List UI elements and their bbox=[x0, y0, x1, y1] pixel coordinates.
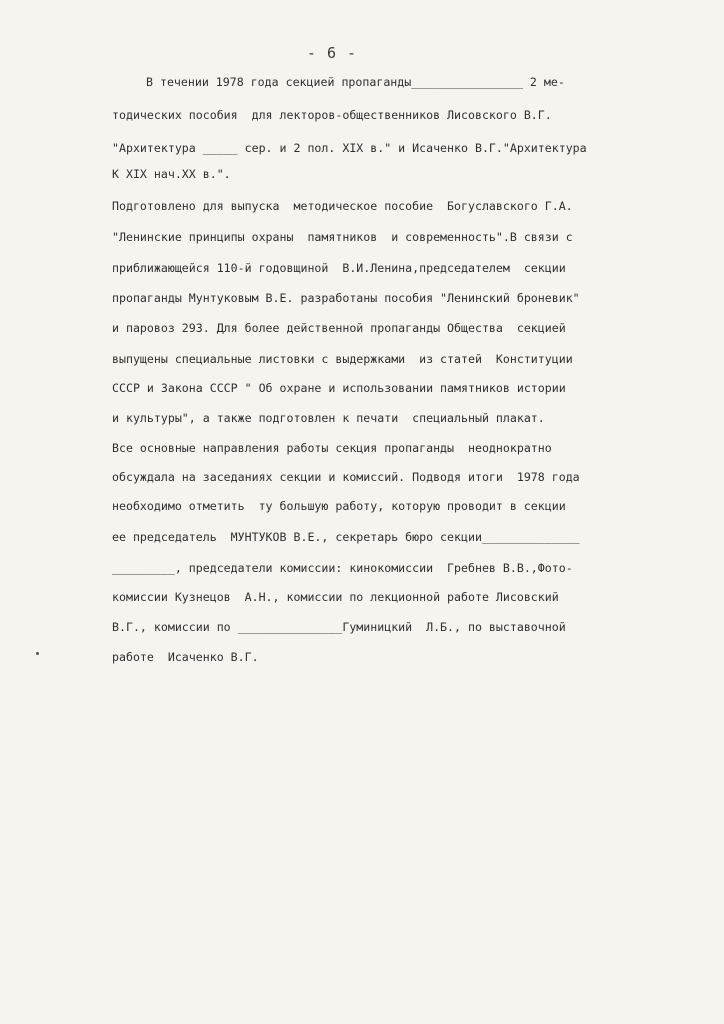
text-line: ее председатель МУНТУКОВ В.Е., секретарь бюро секции______________ bbox=[112, 530, 580, 544]
text-line: "Ленинские принципы охраны памятников и современность".В связи с bbox=[112, 230, 573, 244]
text-line: приближающейся 110-й годовщиной В.И.Ленина,председателем секции bbox=[112, 261, 566, 275]
text-line: СССР и Закона СССР " Об охране и использовании памятников истории bbox=[112, 381, 566, 395]
margin-dot bbox=[36, 652, 39, 655]
page-number: - 6 - bbox=[306, 44, 358, 62]
text-line: комиссии Кузнецов А.Н., комиссии по лекционной работе Лисовский bbox=[112, 590, 559, 604]
text-line: "Архитектура _____ сер. и 2 пол. XIX в." и Исаченко В.Г."Архитектура bbox=[112, 141, 587, 155]
text-line: обсуждала на заседаниях секции и комиссий. Подводя итоги 1978 года bbox=[112, 470, 580, 484]
text-line: и культуры", а также подготовлен к печати специальный плакат. bbox=[112, 411, 545, 425]
text-line: Подготовлено для выпуска методическое пособие Богуславского Г.А. bbox=[112, 199, 573, 213]
text-line: В.Г., комиссии по _______________Гуминицкий Л.Б., по выставочной bbox=[112, 620, 566, 634]
text-line: В течении 1978 года секцией пропаганды________________ 2 ме- bbox=[146, 75, 565, 89]
text-line: тодических пособия для лекторов-общественников Лисовского В.Г. bbox=[112, 108, 552, 122]
text-line: Все основные направления работы секция пропаганды неоднократно bbox=[112, 441, 552, 455]
text-line: выпущены специальные листовки с выдержками из статей Конституции bbox=[112, 352, 573, 366]
text-line: пропаганды Мунтуковым В.Е. разработаны пособия "Ленинский броневик" bbox=[112, 291, 580, 305]
text-line: _________, председатели комиссии: кинокомиссии Гребнев В.В.,Фото- bbox=[112, 561, 573, 575]
text-line: и паровоз 293. Для более действенной пропаганды Общества секцией bbox=[112, 321, 566, 335]
text-line: работе Исаченко В.Г. bbox=[112, 650, 259, 664]
text-line: К XIX нач.XX в.". bbox=[112, 167, 231, 181]
text-line: необходимо отметить ту большую работу, которую проводит в секции bbox=[112, 499, 566, 513]
